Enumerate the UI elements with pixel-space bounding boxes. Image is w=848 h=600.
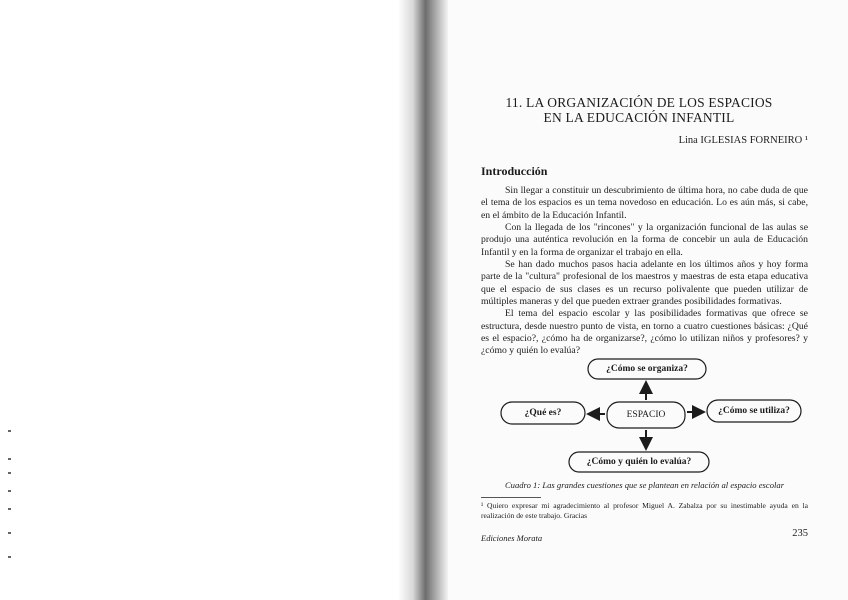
author-name: Lina IGLESIAS FORNEIRO ¹ [678, 135, 808, 146]
left-page [0, 0, 420, 600]
node-bottom: ¿Cómo y quién lo evalúa? [586, 457, 692, 467]
paragraph: Con la llegada de los "rincones" y la organización funcional de las aulas se produjo una auténtica revolución en la forma de concebir un aula de Educación Infantil y en la forma de organizar el trabajo en ella. [481, 222, 808, 258]
paragraph: El tema del espacio escolar y las posibilidades formativas que ofrece se estructura, desde nuestro punto de vista, en torno a cuatro cuestiones básicas: ¿Qué es el espacio?, ¿cómo ha de organizarse?, ¿cómo lo utilizan niños y profesores? y ¿cómo y quién lo evalúa? [481, 308, 808, 357]
spaces-diagram [481, 354, 808, 476]
chapter-title-line2: EN LA EDUCACIÓN INFANTIL [543, 110, 735, 125]
body-text [481, 185, 808, 358]
node-top: ¿Cómo se organiza? [606, 364, 688, 374]
node-left: ¿Qué es? [524, 408, 562, 418]
section-heading: Introducción [481, 164, 548, 178]
publisher-footer: Ediciones Morata [481, 533, 543, 543]
footnote: ¹ Quiero expresar mi agradecimiento al profesor Miguel A. Zabalza por su inestimable ayuda en la realización de este trabajo. Gracias [481, 501, 808, 520]
node-center: ESPACIO [626, 410, 666, 420]
chapter-title [478, 95, 800, 125]
scan-marks [4, 420, 16, 580]
page-number: 235 [792, 528, 808, 539]
book-gutter [398, 0, 448, 600]
node-right: ¿Cómo se utiliza? [718, 406, 790, 416]
chapter-title-line1: 11. LA ORGANIZACIÓN DE LOS ESPACIOS [505, 95, 773, 110]
paragraph: Sin llegar a constituir un descubrimiento de última hora, no cabe duda de que el tema de los espacios es un tema novedoso en educación. Lo es aún más, si cabe, en el ámbito de la Educación Infantil. [481, 185, 808, 221]
figure-caption: Cuadro 1: Las grandes cuestiones que se plantean en relación al espacio escolar [504, 480, 785, 490]
paragraph: Se han dado muchos pasos hacia adelante en los últimos años y hoy forma parte de la "cultura" profesional de los maestros y maestras de esta etapa educativa que el espacio de sus clases es un recurso polivalente que pueden utilizar de múltiples maneras y del que pueden extraer grandes posibilidades formativas. [481, 259, 808, 308]
footnote-divider [481, 497, 541, 498]
